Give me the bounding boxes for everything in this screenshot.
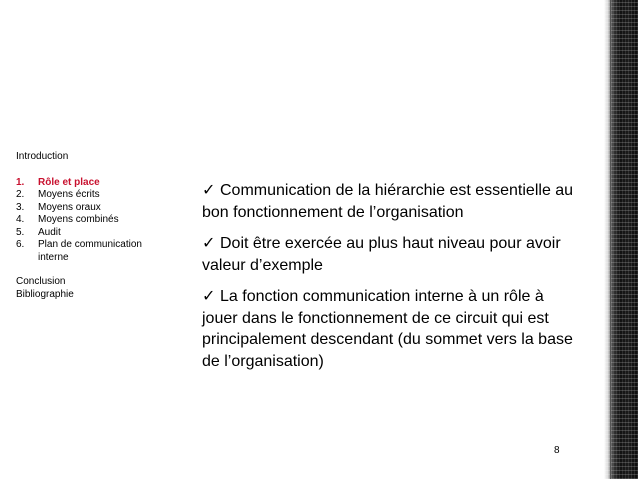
toc-item-audit	[16, 227, 166, 240]
bullet-point	[202, 233, 580, 276]
toc-item-label: Moyens combinés	[38, 214, 119, 225]
toc-item-label: Plan de communication interne	[38, 239, 142, 263]
table-of-contents	[16, 151, 166, 301]
toc-list	[16, 177, 166, 265]
bullet-text: La fonction communication interne à un rôle à jouer dans le fonctionnement de ce circuit qui est principalement descendant (du sommet vers la base de l’organisation)	[202, 288, 573, 370]
bullet-point	[202, 180, 580, 223]
slide-content	[202, 180, 580, 382]
toc-item-number: 5.	[16, 226, 25, 238]
toc-item-label: Rôle et place	[38, 176, 100, 188]
toc-item-plan-de-communication	[16, 239, 166, 264]
toc-item-number: 3.	[16, 201, 25, 213]
toc-item-label: Moyens écrits	[38, 189, 100, 200]
toc-conclusion: Conclusion	[16, 276, 66, 287]
toc-introduction: Introduction	[16, 151, 69, 162]
decorative-edge-line	[610, 0, 611, 479]
checkmark-icon: ✓	[202, 182, 216, 199]
toc-item-number: 1.	[16, 176, 25, 188]
toc-item-moyens-combines	[16, 214, 166, 227]
bullet-text: Doit être exercée au plus haut niveau pour avoir valeur d’exemple	[202, 235, 561, 274]
checkmark-icon: ✓	[202, 235, 216, 252]
toc-item-label: Moyens oraux	[38, 201, 101, 213]
page-number: 8	[554, 445, 560, 456]
toc-item-number: 2.	[16, 189, 25, 200]
toc-item-number: 4.	[16, 214, 25, 225]
toc-item-moyens-oraux	[16, 202, 166, 215]
toc-bibliographie: Bibliographie	[16, 288, 74, 300]
toc-item-role-et-place	[16, 177, 166, 190]
checkmark-icon: ✓	[202, 288, 216, 305]
bullet-text: Communication de la hiérarchie est essentielle au bon fonctionnement de l’organisation	[202, 182, 574, 221]
bullet-point	[202, 286, 580, 372]
toc-item-label: Audit	[38, 226, 61, 238]
toc-item-moyens-ecrits	[16, 189, 166, 202]
toc-item-number: 6.	[16, 239, 25, 250]
